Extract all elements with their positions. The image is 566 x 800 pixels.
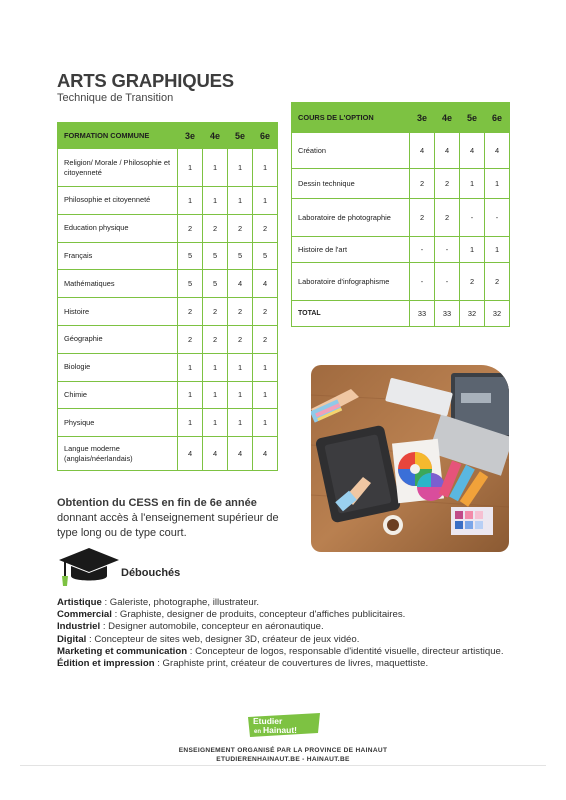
hours-cell: 4 — [178, 437, 203, 471]
course-name: Dessin technique — [292, 169, 410, 199]
hours-cell: 1 — [228, 187, 253, 215]
column-header: COURS DE L'OPTION — [292, 103, 410, 133]
column-header: 5e — [228, 123, 253, 149]
hours-cell: 4 — [485, 133, 510, 169]
table-total-row — [292, 301, 510, 327]
column-header: 4e — [435, 103, 460, 133]
table-row — [58, 437, 278, 471]
table-row — [58, 214, 278, 242]
hours-cell: 2 — [435, 169, 460, 199]
career-category: Marketing et communication — [57, 645, 188, 657]
table-header-row — [58, 123, 278, 149]
careers-list — [57, 597, 507, 670]
table-row — [58, 298, 278, 326]
hours-cell: 2 — [178, 298, 203, 326]
hours-cell: 2 — [410, 199, 435, 237]
table-row — [292, 199, 510, 237]
column-header: FORMATION COMMUNE — [58, 123, 178, 149]
career-category: Commercial — [57, 609, 112, 621]
hours-cell: 4 — [228, 437, 253, 471]
hours-cell: 4 — [253, 437, 278, 471]
hours-cell: 1 — [253, 187, 278, 215]
table-row — [58, 409, 278, 437]
hours-cell: 4 — [203, 437, 228, 471]
career-category: Artistique — [57, 597, 102, 608]
footer — [0, 746, 566, 764]
hours-cell: 1 — [178, 353, 203, 381]
table-row — [58, 187, 278, 215]
course-name: Français — [58, 242, 178, 270]
table-row — [58, 270, 278, 298]
column-header: 6e — [253, 123, 278, 149]
course-name: Géographie — [58, 325, 178, 353]
hours-cell: - — [435, 237, 460, 263]
total-label: TOTAL — [292, 301, 410, 327]
hours-cell: 1 — [178, 409, 203, 437]
list-item — [57, 609, 507, 621]
career-text: : Concepteur de logos, responsable d'identité visuelle, directeur artistique. — [187, 645, 504, 657]
hours-cell: 2 — [203, 325, 228, 353]
logo-line-3: Hainaut! — [263, 725, 297, 735]
hours-cell: 1 — [178, 187, 203, 215]
hours-cell: 2 — [253, 298, 278, 326]
hours-cell: 2 — [203, 214, 228, 242]
career-category: Édition et impression — [57, 658, 155, 670]
hours-cell: 1 — [228, 353, 253, 381]
hours-cell: - — [410, 237, 435, 263]
total-cell: 32 — [485, 301, 510, 327]
column-header: 4e — [203, 123, 228, 149]
hours-cell: 4 — [253, 270, 278, 298]
list-item — [57, 658, 507, 670]
hours-cell: 5 — [178, 270, 203, 298]
cess-headline: Obtention du CESS en fin de 6e année — [57, 497, 257, 509]
hours-cell: 2 — [253, 214, 278, 242]
hours-cell: 4 — [435, 133, 460, 169]
course-name: Religion/ Morale / Philosophie et citoyenneté — [58, 149, 178, 187]
hours-cell: 4 — [460, 133, 485, 169]
table-row — [58, 353, 278, 381]
course-name: Histoire — [58, 298, 178, 326]
career-category: Industriel — [57, 621, 101, 633]
course-name: Laboratoire d'infographisme — [292, 263, 410, 301]
hours-cell: 1 — [203, 353, 228, 381]
hours-cell: 1 — [203, 409, 228, 437]
page-subtitle: Technique de Transition — [57, 92, 174, 104]
hours-cell: 1 — [203, 381, 228, 409]
table-row — [292, 237, 510, 263]
total-cell: 33 — [410, 301, 435, 327]
hours-cell: 5 — [228, 242, 253, 270]
course-name: Histoire de l'art — [292, 237, 410, 263]
course-name: Chimie — [58, 381, 178, 409]
hours-cell: 2 — [460, 263, 485, 301]
table-row — [292, 169, 510, 199]
course-name: Education physique — [58, 214, 178, 242]
column-header: 6e — [485, 103, 510, 133]
column-header: 5e — [460, 103, 485, 133]
course-name: Biologie — [58, 353, 178, 381]
footer-divider — [20, 765, 546, 766]
common-courses-table — [57, 122, 278, 471]
career-text: : Concepteur de sites web, designer 3D, créateur de jeux vidéo. — [86, 633, 360, 645]
hours-cell: 2 — [228, 214, 253, 242]
hours-cell: - — [485, 199, 510, 237]
hours-cell: - — [435, 263, 460, 301]
hours-cell: - — [410, 263, 435, 301]
table-row — [58, 242, 278, 270]
hours-cell: 1 — [203, 149, 228, 187]
career-text: : Designer automobile, concepteur en aéronautique. — [100, 621, 324, 633]
hours-cell: 2 — [410, 169, 435, 199]
table-header-row — [292, 103, 510, 133]
career-text: : Graphiste, designer de produits, concepteur d'affiches publicitaires. — [111, 609, 406, 621]
logo-line-1: Etudier — [253, 716, 283, 726]
career-category: Digital — [57, 633, 87, 645]
option-courses-table — [291, 102, 510, 327]
footer-organizer: ENSEIGNEMENT ORGANISÉ PAR LA PROVINCE DE HAINAUT — [178, 747, 388, 754]
hours-cell: 4 — [410, 133, 435, 169]
list-item — [57, 646, 507, 658]
hours-cell: 1 — [460, 237, 485, 263]
career-text: : Galeriste, photographe, illustrateur. — [101, 597, 260, 608]
table-row — [292, 133, 510, 169]
hours-cell: 2 — [178, 325, 203, 353]
column-header: 3e — [410, 103, 435, 133]
hours-cell: 4 — [228, 270, 253, 298]
graduation-cap-icon — [57, 546, 121, 590]
cess-description: donnant accès à l'enseignement supérieur de type long ou de type court. — [57, 512, 279, 539]
cess-paragraph — [57, 496, 297, 541]
career-text: : Graphiste print, créateur de couvertures de livres, maquettiste. — [154, 658, 429, 670]
list-item — [57, 634, 507, 646]
hours-cell: 1 — [228, 381, 253, 409]
hours-cell: 2 — [203, 298, 228, 326]
course-name: Mathématiques — [58, 270, 178, 298]
hours-cell: 5 — [253, 242, 278, 270]
list-item — [57, 621, 507, 633]
hours-cell: 2 — [228, 298, 253, 326]
course-name: Création — [292, 133, 410, 169]
table-row — [292, 263, 510, 301]
debouches-heading: Débouchés — [121, 567, 181, 579]
table-row — [58, 149, 278, 187]
footer-websites: ETUDIERENHAINAUT.BE - HAINAUT.BE — [216, 756, 350, 763]
course-name: Laboratoire de photographie — [292, 199, 410, 237]
designer-desk-photo — [311, 365, 509, 552]
list-item — [57, 597, 507, 609]
course-name: Philosophie et citoyenneté — [58, 187, 178, 215]
hours-cell: 1 — [253, 353, 278, 381]
column-header: 3e — [178, 123, 203, 149]
total-cell: 33 — [435, 301, 460, 327]
hours-cell: 1 — [460, 169, 485, 199]
hours-cell: 1 — [485, 169, 510, 199]
hours-cell: 1 — [178, 381, 203, 409]
hours-cell: 1 — [203, 187, 228, 215]
course-name: Physique — [58, 409, 178, 437]
hours-cell: 5 — [178, 242, 203, 270]
hours-cell: 1 — [253, 381, 278, 409]
hours-cell: 1 — [178, 149, 203, 187]
hours-cell: - — [460, 199, 485, 237]
page-title: ARTS GRAPHIQUES — [57, 70, 234, 91]
hours-cell: 1 — [485, 237, 510, 263]
hours-cell: 2 — [253, 325, 278, 353]
course-name: Langue moderne (anglais/néerlandais) — [58, 437, 178, 471]
table-row — [58, 325, 278, 353]
hours-cell: 2 — [178, 214, 203, 242]
hours-cell: 2 — [228, 325, 253, 353]
hours-cell: 5 — [203, 270, 228, 298]
etudier-en-hainaut-logo — [246, 713, 322, 737]
logo-line-2: en — [254, 729, 262, 735]
total-cell: 32 — [460, 301, 485, 327]
hours-cell: 2 — [485, 263, 510, 301]
hours-cell: 2 — [435, 199, 460, 237]
hours-cell: 5 — [203, 242, 228, 270]
hours-cell: 1 — [228, 409, 253, 437]
hours-cell: 1 — [253, 409, 278, 437]
hours-cell: 1 — [228, 149, 253, 187]
hours-cell: 1 — [253, 149, 278, 187]
table-row — [58, 381, 278, 409]
